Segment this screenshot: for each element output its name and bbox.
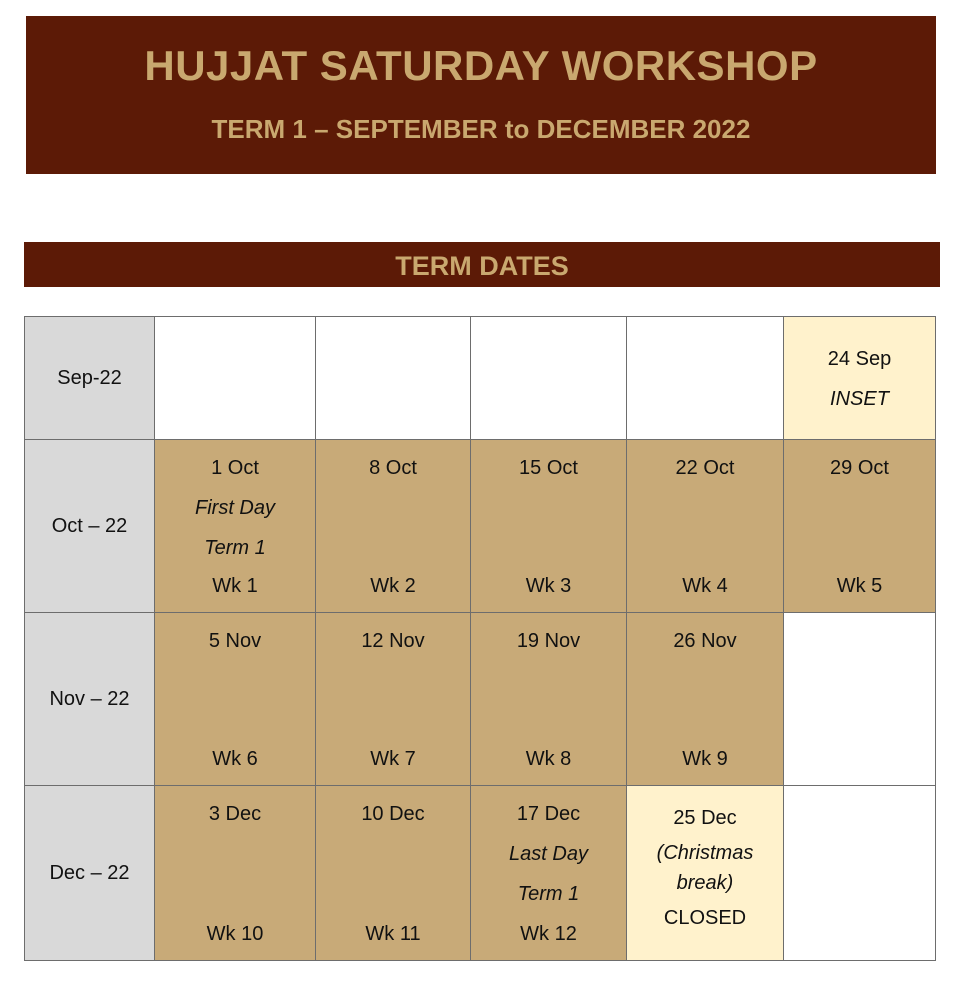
note-label: Term 1	[204, 537, 266, 559]
empty-cell	[155, 317, 316, 440]
date-label: 24 Sep	[827, 348, 892, 370]
note-label: INSET	[830, 388, 889, 410]
page-subtitle: TERM 1 – SEPTEMBER to DECEMBER 2022	[211, 114, 751, 144]
date-label: 22 Oct	[675, 457, 735, 479]
month-label: Sep-22	[25, 317, 155, 440]
week-label: Wk 9	[682, 748, 728, 770]
date-label: 17 Dec	[516, 803, 581, 825]
month-label: Nov – 22	[25, 613, 155, 786]
term-day-cell	[316, 440, 471, 613]
date-label: 8 Oct	[369, 457, 417, 479]
date-label: 26 Nov	[673, 630, 737, 652]
month-label: Dec – 22	[25, 786, 155, 961]
table-row-dec	[25, 786, 936, 961]
term-day-cell	[627, 440, 784, 613]
term-day-cell	[627, 613, 784, 786]
date-label: 29 Oct	[830, 457, 889, 479]
note-label: Term 1	[517, 883, 580, 905]
table-row-sep	[25, 317, 936, 440]
date-label: 15 Oct	[519, 457, 578, 479]
week-label: Wk 12	[520, 923, 577, 945]
date-label: 10 Dec	[361, 803, 425, 825]
date-label: 19 Nov	[516, 630, 581, 652]
date-label: 3 Dec	[208, 803, 262, 825]
date-label: 1 Oct	[211, 457, 259, 479]
term-day-cell	[471, 613, 627, 786]
week-label: Wk 7	[370, 748, 416, 770]
closed-day-cell	[627, 786, 784, 961]
table-row-nov	[25, 613, 936, 786]
week-label: Wk 6	[212, 748, 258, 770]
term-day-cell	[784, 440, 936, 613]
term-day-cell	[471, 786, 627, 961]
date-label: 12 Nov	[361, 630, 425, 652]
note-label: First Day	[195, 497, 275, 519]
date-label: 25 Dec	[673, 807, 737, 829]
month-label: Oct – 22	[25, 440, 155, 613]
week-label: Wk 10	[206, 923, 264, 945]
term-day-cell	[316, 786, 471, 961]
empty-cell	[471, 317, 627, 440]
term-dates-table	[24, 316, 936, 961]
section-title: TERM DATES	[395, 251, 569, 281]
table-row-oct	[25, 440, 936, 613]
term-day-cell	[316, 613, 471, 786]
term-dates-bar	[24, 242, 940, 287]
note-label: (Christmas	[656, 842, 754, 864]
week-label: Wk 3	[525, 575, 572, 597]
page-title: HUJJAT SATURDAY WORKSHOP	[144, 42, 818, 89]
empty-cell	[784, 613, 936, 786]
note-label: break)	[676, 872, 734, 894]
inset-day-cell	[784, 317, 936, 440]
header-banner	[26, 16, 936, 174]
empty-cell	[627, 317, 784, 440]
status-label: CLOSED	[663, 907, 747, 929]
week-label: Wk 2	[370, 575, 416, 597]
note-label: Last Day	[509, 843, 588, 865]
date-label: 5 Nov	[208, 630, 262, 652]
term-day-cell	[155, 613, 316, 786]
week-label: Wk 8	[525, 748, 572, 770]
week-label: Wk 5	[836, 575, 883, 597]
term-day-cell	[155, 786, 316, 961]
week-label: Wk 11	[365, 923, 421, 945]
empty-cell	[316, 317, 471, 440]
term-day-cell	[471, 440, 627, 613]
empty-cell	[784, 786, 936, 961]
week-label: Wk 1	[212, 575, 258, 597]
week-label: Wk 4	[682, 575, 728, 597]
term-day-cell	[155, 440, 316, 613]
